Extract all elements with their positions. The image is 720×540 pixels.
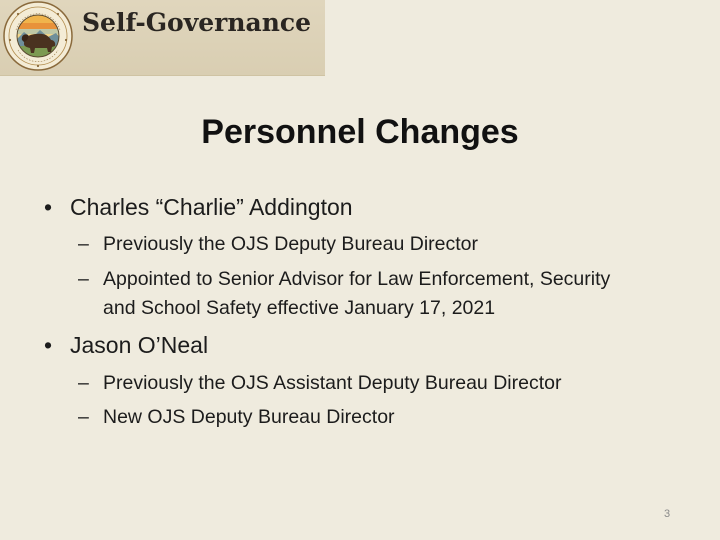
sub-bullet-text: Previously the OJS Assistant Deputy Bureau Director [103, 372, 562, 394]
bullet-marker: • [44, 332, 53, 358]
bullet-text: Charles “Charlie” Addington [70, 194, 353, 220]
bullet-marker: • [44, 194, 53, 220]
page-number: 3 [664, 508, 671, 520]
slide-title: Personnel Changes [201, 113, 519, 151]
sub-bullet-text: New OJS Deputy Bureau Director [103, 406, 395, 428]
sub-bullet-text: Previously the OJS Deputy Bureau Director [103, 233, 478, 255]
doi-seal-icon [2, 0, 74, 72]
banner-title: Self-Governance [82, 8, 312, 37]
header-banner [0, 0, 325, 76]
sub-bullet-marker: – [78, 233, 89, 255]
sub-bullet-text: and School Safety effective January 17, 2021 [103, 297, 496, 319]
sub-bullet-marker: – [78, 406, 89, 428]
bullet-text: Jason O’Neal [70, 332, 209, 358]
sub-bullet-text: Appointed to Senior Advisor for Law Enforcement, Security [103, 268, 611, 290]
sub-bullet-marker: – [78, 268, 89, 290]
sub-bullet-marker: – [78, 372, 89, 394]
